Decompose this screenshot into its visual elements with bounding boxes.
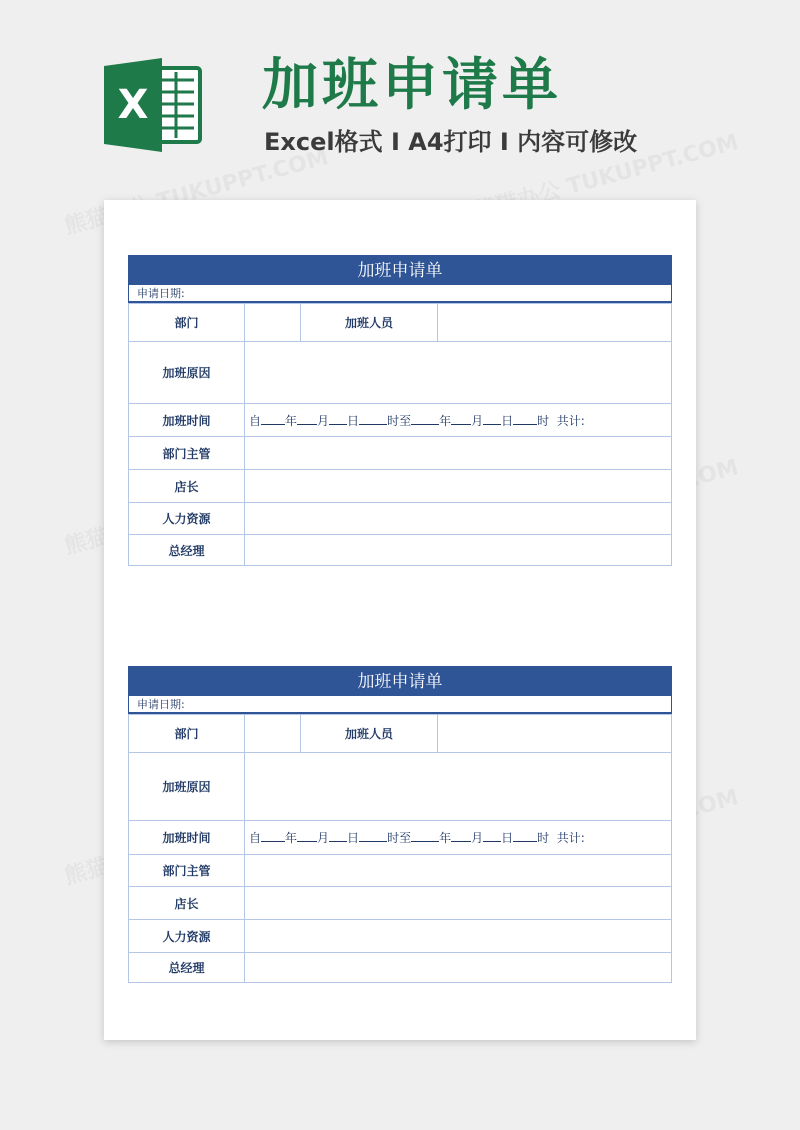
time-text: 年 (439, 413, 452, 428)
year-blank[interactable] (411, 831, 439, 842)
table-row (129, 304, 672, 342)
form-table (128, 714, 672, 983)
table-row (129, 887, 672, 920)
time-text: 年 (285, 831, 298, 845)
year-blank[interactable] (261, 831, 285, 842)
time-text: 自 (249, 831, 262, 845)
form-table (128, 303, 672, 566)
table-row (129, 715, 672, 753)
table-row (129, 404, 672, 437)
overtime-time-label: 加班时间 (129, 821, 245, 855)
hour-blank[interactable] (513, 831, 537, 842)
overtime-time-field[interactable] (245, 821, 672, 855)
approver-field[interactable] (245, 887, 672, 920)
approver-field[interactable] (245, 535, 672, 566)
approver-field[interactable] (245, 503, 672, 535)
department-label: 部门 (129, 304, 245, 342)
table-row (129, 953, 672, 983)
time-text: 年 (439, 831, 452, 845)
time-text: 日 (347, 831, 360, 845)
approver-label: 总经理 (129, 953, 245, 983)
department-field[interactable] (245, 304, 301, 342)
overtime-time-field[interactable] (245, 404, 672, 437)
time-text: 日 (501, 831, 514, 845)
month-blank[interactable] (297, 831, 317, 842)
form-title: 加班申请单 (128, 666, 672, 696)
overtime-staff-label: 加班人员 (301, 304, 438, 342)
overtime-reason-label: 加班原因 (129, 753, 245, 821)
approver-field[interactable] (245, 920, 672, 953)
day-blank[interactable] (329, 831, 347, 842)
department-field[interactable] (245, 715, 301, 753)
approver-field[interactable] (245, 855, 672, 887)
approver-field[interactable] (245, 953, 672, 983)
month-blank[interactable] (297, 414, 317, 425)
table-row (129, 503, 672, 535)
approver-label: 总经理 (129, 535, 245, 566)
table-row (129, 821, 672, 855)
time-text: 月 (317, 831, 330, 845)
overtime-form (128, 255, 672, 566)
time-text: 时至 (387, 831, 412, 845)
time-text: 月 (471, 831, 484, 845)
table-row (129, 470, 672, 503)
approver-label: 人力资源 (129, 920, 245, 953)
month-blank[interactable] (451, 414, 471, 425)
hour-blank[interactable] (513, 414, 537, 425)
time-text: 时 (537, 831, 550, 845)
overtime-reason-field[interactable] (245, 753, 672, 821)
hour-blank[interactable] (359, 831, 387, 842)
overtime-staff-label: 加班人员 (301, 715, 438, 753)
time-text: 时至 (387, 413, 412, 428)
approver-label: 部门主管 (129, 855, 245, 887)
application-date-label: 申请日期: (128, 696, 672, 714)
table-row (129, 437, 672, 470)
approver-field[interactable] (245, 437, 672, 470)
table-row (129, 920, 672, 953)
overtime-reason-field[interactable] (245, 342, 672, 404)
excel-logo-icon (104, 58, 204, 152)
time-text: 日 (501, 413, 514, 428)
year-blank[interactable] (411, 414, 439, 425)
month-blank[interactable] (451, 831, 471, 842)
document-page (104, 200, 696, 1040)
department-label: 部门 (129, 715, 245, 753)
total-label: 共计: (556, 413, 585, 428)
time-text: 年 (285, 413, 298, 428)
overtime-staff-field[interactable] (438, 304, 672, 342)
approver-field[interactable] (245, 470, 672, 503)
year-blank[interactable] (261, 414, 285, 425)
page-subtitle: Excel格式 I A4打印 I 内容可修改 (264, 128, 638, 156)
time-text: 月 (317, 413, 330, 428)
total-label: 共计: (556, 831, 585, 845)
time-text: 自 (249, 413, 262, 428)
page-title: 加班申请单 (262, 53, 562, 118)
table-row (129, 753, 672, 821)
time-text: 日 (347, 413, 360, 428)
logo-letter: X (117, 82, 149, 128)
table-row (129, 535, 672, 566)
application-date-label: 申请日期: (128, 285, 672, 303)
overtime-staff-field[interactable] (438, 715, 672, 753)
table-row (129, 342, 672, 404)
day-blank[interactable] (483, 414, 501, 425)
approver-label: 店长 (129, 470, 245, 503)
day-blank[interactable] (329, 414, 347, 425)
overtime-reason-label: 加班原因 (129, 342, 245, 404)
table-row (129, 855, 672, 887)
hour-blank[interactable] (359, 414, 387, 425)
time-text: 时 (537, 413, 550, 428)
form-title: 加班申请单 (128, 255, 672, 285)
day-blank[interactable] (483, 831, 501, 842)
approver-label: 部门主管 (129, 437, 245, 470)
approver-label: 人力资源 (129, 503, 245, 535)
overtime-form (128, 666, 672, 983)
approver-label: 店长 (129, 887, 245, 920)
time-text: 月 (471, 413, 484, 428)
overtime-time-label: 加班时间 (129, 404, 245, 437)
